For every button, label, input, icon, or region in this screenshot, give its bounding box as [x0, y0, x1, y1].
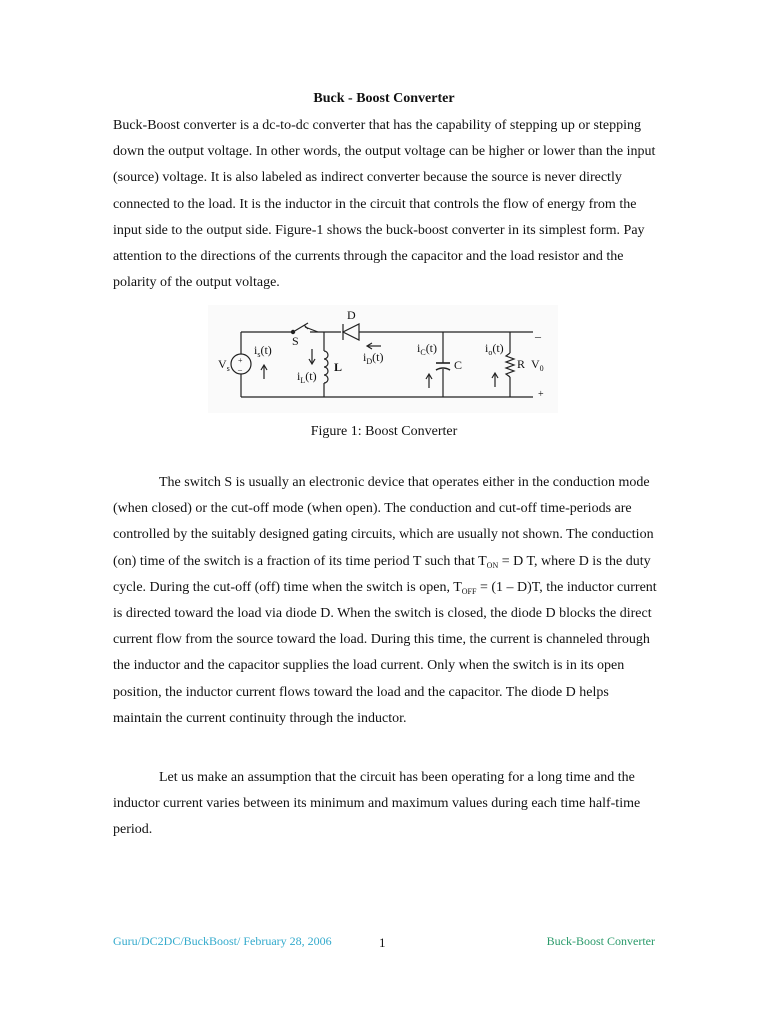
switch-paragraph	[113, 470, 658, 732]
cap-label: C	[454, 358, 463, 372]
document-title: Buck - Boost Converter	[313, 91, 455, 106]
vo-minus-label: –	[535, 329, 541, 343]
diode-label: D	[347, 308, 356, 322]
resistor-symbol	[506, 353, 514, 377]
page-number: 1	[379, 935, 386, 950]
vo-label: $V_0$	[531, 357, 544, 373]
switch-paragraph-part1: The switch S is usually an electronic device that operates either in the conduction mode (when closed) or the cut-off mode (when open). The conduction and cut-off time-periods are controlled by the suitably designed gating circuits, which are usually not shown. The conduction (on) time of the switch is a fraction of its time period T such that	[113, 475, 654, 569]
switch-symbol	[291, 323, 308, 334]
capacitor-symbol	[436, 363, 450, 370]
inductor-label: L	[334, 360, 343, 374]
il-label: $i_L(t)$	[297, 369, 317, 385]
resistor-label: R	[517, 357, 526, 371]
footer-title: Buck-Boost Converter	[546, 934, 655, 948]
is-label: $i_s(t)$	[254, 343, 272, 359]
intro-paragraph: Buck-Boost converter is a dc-to-dc converter that has the capability of stepping up or stepping down the output voltage. In other words, the output voltage can be higher or lower than the input (source) voltage. It is also labeled as indirect converter because the source is never directly connected to the load. It is the inductor in the circuit that controls the flow of energy from the input side to the output side. Figure-1 shows the buck-boost converter in its simplest form. Pay attention to the directions of the currents through the capacitor and the load resistor and the polarity of the output voltage.	[113, 118, 656, 291]
source-plus-label: +	[238, 356, 243, 365]
switch-label: S	[292, 334, 299, 348]
source-minus-label: –	[238, 365, 242, 374]
switch-paragraph-part3: the inductor current is directed toward the load via diode D. When the switch is closed, the diode D blocks the direct current flow from the source toward the load. During this time, the current is channeled through the inductor and the capacitor supplies the load current. Only when the switch is in its open position, the inductor current flows toward the load and the capacitor. The diode D helps maintain the current continuity through the inductor.	[113, 579, 657, 726]
diode-symbol	[343, 324, 359, 340]
vs-label: $V_s$	[218, 357, 230, 373]
circuit-figure	[208, 305, 558, 413]
figure-caption: Figure 1: Boost Converter	[310, 424, 458, 439]
switch-paragraph-part2: , where D is the duty cycle. During the cut-off (off) time when the switch is open,	[113, 553, 651, 595]
footer-path: Guru/DC2DC/BuckBoost/ February 28, 2006	[113, 934, 332, 948]
ic-label: $i_C(t)$	[417, 341, 438, 357]
assumption-paragraph: Let us make an assumption that the circuit has been operating for a long time and the inductor current varies between its minimum and maximum values during each time half-time period.	[113, 770, 641, 838]
circuit-wires	[241, 327, 533, 397]
toff-equation: $T_{OFF} = (1 - D)T$,	[453, 579, 543, 596]
id-label: $i_D(t)$	[363, 350, 384, 366]
inductor-symbol	[324, 351, 328, 383]
vo-plus-label: +	[538, 389, 544, 400]
ton-equation: $T_{ON} = D$ T	[478, 553, 534, 570]
io-label: $i_o(t)$	[485, 341, 504, 357]
